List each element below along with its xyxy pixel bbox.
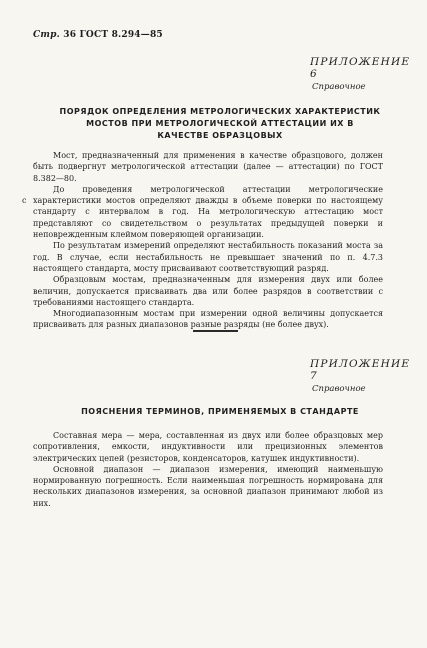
appendix-6-label: ПРИЛОЖЕНИЕ 6 [310, 56, 411, 80]
paragraph: Мост, предназначенный для применения в качестве образцового, должен быть подвергнут метрологической аттестации (далее — аттестации) по ГОСТ 8.382—80. [33, 151, 383, 183]
appendix-7-sub: Справочное [312, 384, 366, 394]
appendix-6-title-line: МОСТОВ ПРИ МЕТРОЛОГИЧЕСКОЙ АТТЕСТАЦИИ ИХ В [86, 119, 354, 128]
paragraph: Составная мера — мера, составленная из двух или более образцовых мер сопротивления, емкости, индуктивности или прецизионных элементов электрических цепей (резисторов, конденсаторов, катушек индуктивности). [33, 431, 383, 463]
paragraph: По результатам измерений определяют нестабильность показаний моста за год. В случае, если нестабильность не превышает значений по п. 4.7.3 настоящего стандарта, мосту присваивают соответствующий разряд. [33, 241, 383, 273]
appendix-6-heading [310, 56, 411, 92]
appendix-6-title [55, 106, 385, 142]
appendix-6-title-line: ПОРЯДОК ОПРЕДЕЛЕНИЯ МЕТРОЛОГИЧЕСКИХ ХАРАКТЕРИСТИК [59, 107, 381, 116]
paragraph: До проведения метрологической аттестации метрологические характеристики мостов определяют дважды в объеме поверки по настоящему стандарту с интервалом в год. На метрологическую аттестацию мост представляют со свидетельством о результатах предыдущей поверки и неповрежденным клеймом поверяющей организации. [33, 184, 383, 240]
paragraph: Образцовым мостам, предназначенным для измерения двух или более величин, допускается присваивать два или более разрядов в соответствии с требованиями настоящего стандарта. [33, 275, 383, 307]
page-header [33, 30, 163, 40]
appendix-7-heading [310, 358, 411, 394]
page-prefix: Стр. [33, 30, 60, 40]
paragraph: Основной диапазон — диапазон измерения, имеющий наименьшую нормированную погрешность. Если наименьшая погрешность нормирована для нескольких диапазонов измерения, за основной диапазон принимают любой из них. [33, 464, 383, 508]
margin-mark: с [22, 196, 27, 205]
paragraph: Многодиапазонным мостам при измерении одной величины допускается присваивать для разных диапазонов разные разряды (не более двух). [33, 309, 383, 330]
appendix-6-body [33, 150, 383, 331]
appendix-7-body [33, 430, 383, 509]
appendix-6-title-line: КАЧЕСТВЕ ОБРАЗЦОВЫХ [157, 131, 283, 140]
appendix-7-label: ПРИЛОЖЕНИЕ 7 [310, 358, 411, 382]
appendix-7-title: ПОЯСНЕНИЯ ТЕРМИНОВ, ПРИМЕНЯЕМЫХ В СТАНДАРТЕ [81, 407, 359, 416]
page-number-standard: 36 ГОСТ 8.294—85 [63, 30, 163, 40]
appendix-6-sub: Справочное [312, 82, 366, 92]
section-divider [193, 330, 238, 332]
